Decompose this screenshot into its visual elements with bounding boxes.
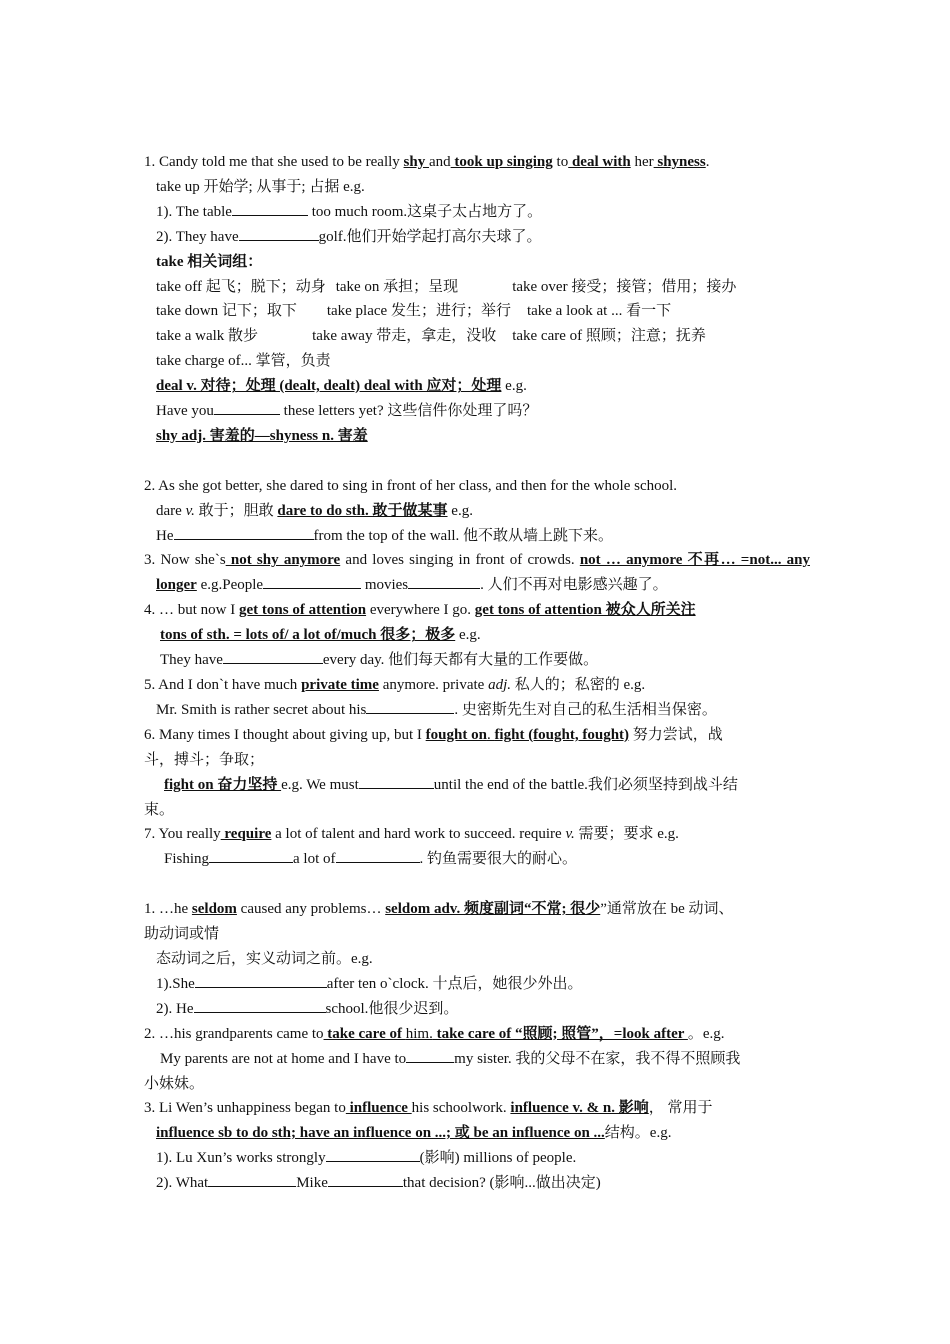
part-of-speech: v. (565, 826, 575, 843)
phrase: take a walk 散步 (156, 328, 259, 345)
text: from the top of the wall. 他不敢从墙上跳下来。 (313, 527, 614, 544)
document-page (144, 150, 810, 1196)
item-5-sentence (144, 673, 810, 698)
text: . 史密斯先生对自己的私生活相当保密。 (454, 701, 717, 718)
answer-blank[interactable] (366, 698, 454, 714)
answer-blank[interactable] (194, 997, 326, 1013)
key-definition: take care of “照顾; 照管”，=look after (432, 1025, 688, 1042)
text: (影响) millions of people. (419, 1150, 577, 1167)
exercise-line (144, 997, 810, 1022)
text: dare (156, 502, 186, 519)
item-2-sentence: 2. As she got better, she dared to sing in front of her class, and then for the whole school. (144, 477, 678, 494)
definition-influence-structures (144, 1121, 810, 1146)
key-definition: fight on 奋力坚持 (164, 776, 282, 793)
text: 1). The table (156, 203, 232, 220)
phrase: take away 带走，拿走，没收 (312, 328, 497, 345)
exercise-line (144, 399, 810, 424)
answer-blank[interactable] (408, 573, 480, 589)
text: 1. Candy told me that she used to be really (144, 154, 404, 170)
text: 2. …his grandparents came to (144, 1025, 324, 1042)
key-definition: influence v. & n. 影响 (510, 1100, 649, 1117)
text: until the end of the battle.我们必须坚持到战斗结 (433, 776, 738, 793)
exercise-line (144, 225, 810, 250)
key-word: shy (403, 154, 429, 170)
part2-item-2-sentence (144, 1022, 810, 1047)
text: 4. … but now I (144, 602, 239, 619)
text: movies (361, 577, 409, 594)
text: . 人们不再对电影感兴趣了。 (480, 577, 668, 594)
text-continuation: 小妹妹。 (144, 1075, 205, 1092)
text: 3. Li Wen’s unhappiness began to (144, 1100, 346, 1117)
key-phrase: private time (301, 677, 379, 694)
exercise-line (144, 972, 810, 997)
text: 2). He (156, 1000, 194, 1017)
answer-blank[interactable] (195, 972, 327, 988)
phrase: take down 记下；取下 (156, 303, 297, 320)
text: e.g.People (196, 577, 264, 594)
text: 7. You really (144, 826, 221, 843)
text: anymore. private (378, 677, 489, 694)
text: a lot of (293, 851, 336, 868)
exercise-line (144, 200, 810, 225)
key-phrase: deal with (568, 154, 631, 170)
text: 敢于；胆敢 (194, 502, 278, 519)
text: 努力尝试，战 (629, 726, 723, 743)
key-phrase: took up singing (450, 154, 553, 170)
phrase-list-line: take charge of... 掌管，负责 (156, 353, 331, 370)
text: Mr. Smith is rather secret about his (156, 701, 367, 718)
phrase-list-line (144, 275, 810, 300)
phrase-list-line (144, 299, 810, 324)
part2-item-3-sentence (144, 1096, 810, 1121)
text: 需要；要求 e.g. (574, 826, 679, 843)
text: My parents are not at home and I have to (160, 1050, 407, 1067)
text: 。e.g. (687, 1025, 725, 1042)
text: after ten o`clock. 十点后，她很少外出。 (326, 975, 583, 992)
text: e.g. (455, 627, 481, 644)
text: ， 常用于 (648, 1100, 713, 1117)
text-continuation: 助动词或情 (144, 926, 220, 943)
text: e.g. (501, 378, 527, 395)
text: every day. 他们每天都有大量的工作要做。 (322, 652, 599, 669)
answer-blank[interactable] (214, 399, 280, 415)
text: . 钓鱼需要很大的耐心。 (419, 851, 578, 868)
definition-deal (144, 374, 810, 399)
answer-blank[interactable] (263, 573, 361, 589)
part-of-speech: v. (185, 502, 195, 519)
text: everywhere I go. (366, 602, 475, 619)
text: him. (405, 1025, 433, 1042)
answer-blank[interactable] (223, 648, 323, 664)
answer-blank[interactable] (406, 1047, 454, 1063)
text: Fishing (164, 851, 210, 868)
item-1-sentence (144, 150, 810, 175)
answer-blank[interactable] (209, 847, 293, 863)
key-phrase: not shy anymore (225, 552, 341, 569)
key-definition: tons of sth. = lots of/ a lot of/much 很多；极多 (160, 627, 456, 644)
part-of-speech: adj. (488, 677, 511, 694)
text: 私人的；私密的 e.g. (511, 677, 646, 694)
exercise-line (144, 1171, 810, 1196)
phrase: take place 发生；进行；举行 (326, 303, 511, 320)
text: these letters yet? 这些信件你处理了吗？ (279, 403, 538, 420)
text: golf.他们开始学起打高尔夫球了。 (318, 228, 542, 245)
answer-blank[interactable] (208, 1171, 296, 1187)
key-definition: not … anymore 不再… =not... any (579, 552, 810, 569)
phrase: take over 接受；接管；借用；接办 (512, 278, 737, 295)
definition-tons-of (144, 623, 810, 648)
key-phrase: dare to do sth. 敢于做某事 (277, 502, 448, 519)
key-phrase: longer (156, 577, 197, 594)
text: her (630, 154, 654, 170)
phrase: take care of 照顾；注意；抚养 (512, 328, 706, 345)
part2-item-1-sentence (144, 897, 810, 922)
section-heading: take 相关词组： (156, 253, 263, 270)
exercise-line (144, 847, 810, 872)
key-word: seldom (191, 901, 237, 918)
exercise-line (144, 773, 810, 798)
text: his schoolwork. (411, 1100, 511, 1117)
text-continuation: 态动词之后，实义动词之前。e.g. (156, 950, 373, 967)
text: and loves singing in front of crowds. (340, 552, 575, 569)
definition-dare (144, 499, 810, 524)
answer-blank[interactable] (328, 1171, 403, 1187)
text: my sister. 我的父母不在家，我不得不照顾我 (454, 1050, 741, 1067)
text: ”通常放在 be 动词、 (600, 901, 734, 918)
text: 5. And I don`t have much (144, 677, 302, 694)
text: 结构。e.g. (604, 1125, 672, 1142)
phrase: take off 起飞；脱下；动身 (156, 278, 326, 295)
key-word: require (220, 826, 272, 843)
text-continuation: 束。 (144, 801, 175, 818)
item-3-sentence (144, 548, 810, 573)
definition-take-up: take up 开始学; 从事于; 占据 e.g. (156, 178, 365, 195)
text: They have (160, 652, 223, 669)
key-word: influence (345, 1100, 412, 1117)
text: 6. Many times I thought about giving up, but I (144, 726, 426, 743)
text: that decision? (影响...做出决定) (402, 1175, 601, 1192)
key-definition: fight (fought, fought) (494, 726, 630, 743)
exercise-line (144, 648, 810, 673)
key-definition: seldom adv. 频度副词“不常; 很少 (385, 901, 601, 918)
phrase-list-line (144, 324, 810, 349)
exercise-line (144, 573, 810, 598)
text: a lot of talent and hard work to succeed. require (271, 826, 566, 843)
item-6-sentence (144, 723, 810, 748)
item-4-sentence (144, 598, 810, 623)
exercise-line (144, 698, 810, 723)
key-word: shyness (653, 154, 706, 170)
text: to (552, 154, 569, 170)
text: 1. …he (144, 901, 192, 918)
definition-continuation: 斗，搏斗；争取； (144, 751, 265, 768)
answer-blank[interactable] (239, 225, 319, 241)
exercise-line (144, 1047, 810, 1072)
text: Mike (296, 1175, 328, 1192)
answer-blank[interactable] (336, 847, 420, 863)
answer-blank[interactable] (174, 524, 314, 540)
text: 1).She (156, 975, 195, 992)
text: and (428, 154, 451, 170)
text: e.g. (447, 502, 473, 519)
text: 2). They have (156, 228, 239, 245)
text: too much room.这桌子太占地方了。 (307, 203, 543, 220)
text: . (705, 154, 710, 170)
answer-blank[interactable] (359, 773, 434, 789)
text: 1). Lu Xun’s works strongly (156, 1150, 326, 1167)
answer-blank[interactable] (232, 200, 308, 216)
text: 3. Now she`s (144, 552, 226, 569)
key-definition: deal v. 对待；处理 (dealt, dealt) deal with 应对；处理 (156, 378, 502, 395)
text: 2). What (156, 1175, 209, 1192)
item-7-sentence (144, 822, 810, 847)
text: school.他很少迟到。 (325, 1000, 459, 1017)
key-phrase: get tons of attention (239, 602, 367, 619)
key-definition: influence sb to do sth; have an influence on ...; 或 be an influence on ... (156, 1125, 605, 1142)
text: He (156, 527, 174, 544)
text: Have you (156, 403, 214, 420)
phrase: take on 承担；呈现 (335, 278, 459, 295)
answer-blank[interactable] (326, 1146, 420, 1162)
exercise-line (144, 524, 810, 549)
key-phrase: take care of (323, 1025, 406, 1042)
text: caused any problems… (236, 901, 386, 918)
phrase: take a look at ... 看一下 (526, 303, 672, 320)
text: e.g. We must (281, 776, 359, 793)
key-phrase: fought on (425, 726, 487, 743)
exercise-line (144, 1146, 810, 1171)
text: . (486, 726, 495, 743)
key-definition: get tons of attention 被众人所关注 (474, 602, 696, 619)
definition-shy: shy adj. 害羞的—shyness n. 害羞 (156, 427, 368, 444)
